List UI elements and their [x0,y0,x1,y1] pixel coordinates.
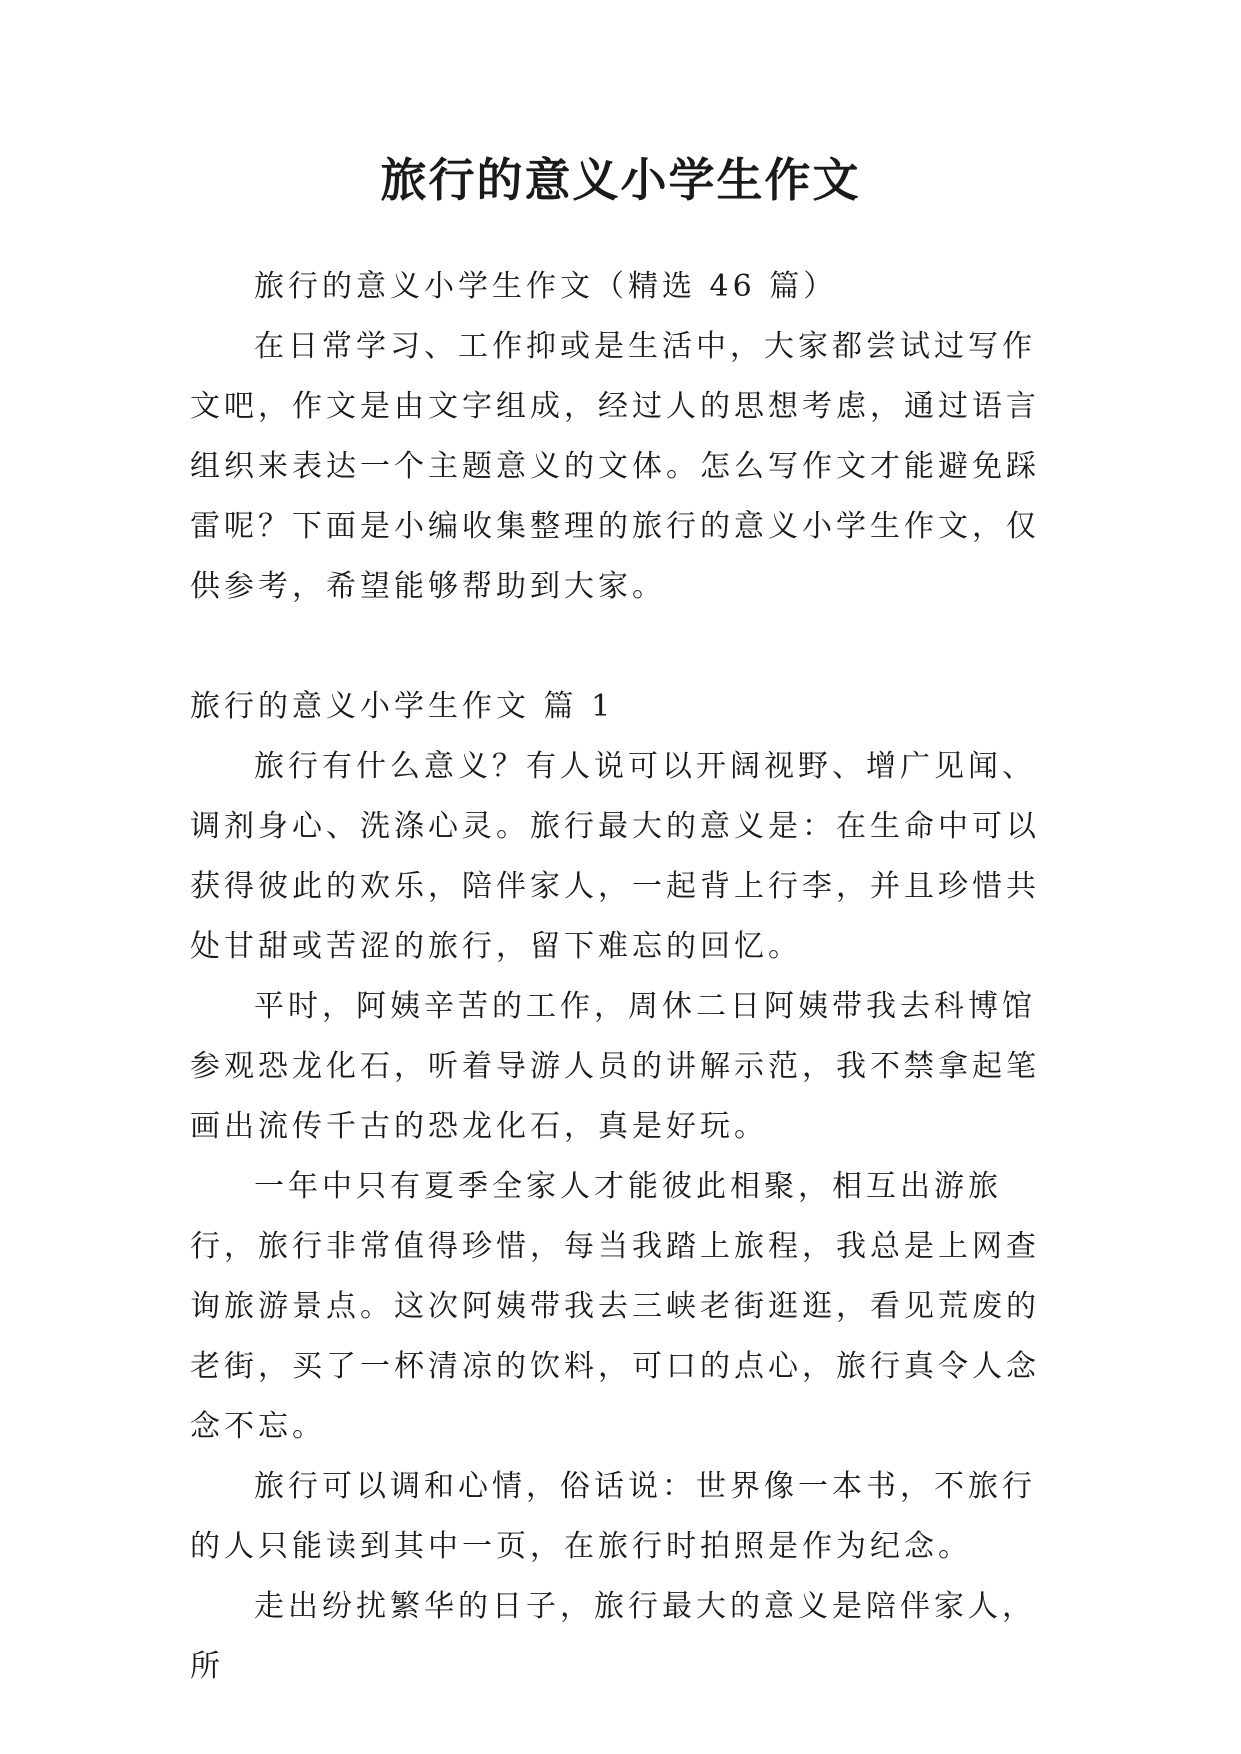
body-paragraph: 旅行可以调和心情，俗话说：世界像一本书，不旅行的人只能读到其中一页，在旅行时拍照是作为纪念。 [190,1469,1036,1564]
document-title: 旅行的意义小学生作文 [380,153,861,207]
body-paragraph: 旅行有什么意义？有人说可以开阔视野、增广见闻、调剂身心、洗涤心灵。旅行最大的意义是：在生命中可以获得彼此的欢乐，陪伴家人，一起背上行李，并且珍惜共处甘甜或苦涩的旅行，留下难忘的回忆。 [190,749,1040,964]
body-paragraph: 走出纷扰繁华的日子，旅行最大的意义是陪伴家人，所 [190,1589,1036,1684]
paragraph-gap [190,617,1050,677]
document-subtitle: 旅行的意义小学生作文（精选 46 篇） [254,269,838,304]
section-heading: 旅行的意义小学生作文 篇 1 [190,689,615,724]
body-paragraph: 平时，阿姨辛苦的工作，周休二日阿姨带我去科博馆参观恐龙化石，听着导游人员的讲解示范，我不禁拿起笔画出流传千古的恐龙化石，真是好玩。 [190,989,1040,1144]
intro-paragraph: 在日常学习、工作抑或是生活中，大家都尝试过写作文吧，作文是由文字组成，经过人的思想考虑，通过语言组织来表达一个主题意义的文体。怎么写作文才能避免踩雷呢？下面是小编收集整理的旅行的意义小学生作文，仅供参考，希望能够帮助到大家。 [190,329,1040,604]
document-body [190,257,1050,1697]
body-paragraph: 一年中只有夏季全家人才能彼此相聚，相互出游旅行，旅行非常值得珍惜，每当我踏上旅程，我总是上网查询旅游景点。这次阿姨带我去三峡老街逛逛，看见荒废的老街，买了一杯清凉的饮料，可口的点心，旅行真令人念念不忘。 [190,1169,1040,1444]
